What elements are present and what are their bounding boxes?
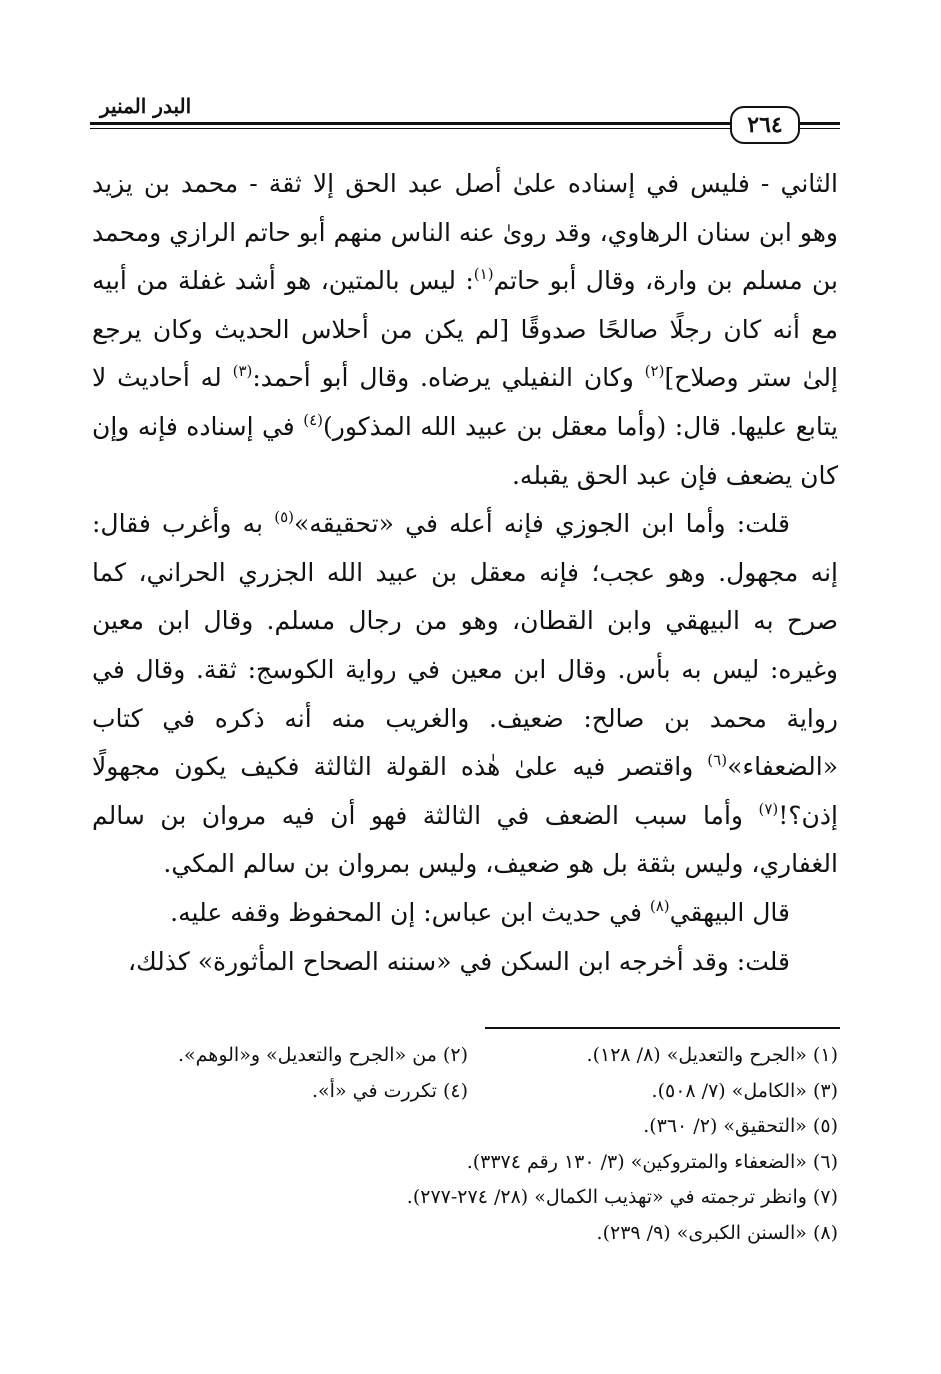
paragraph-4 bbox=[92, 938, 838, 987]
footnote-separator bbox=[485, 1027, 840, 1029]
running-title: البدر المنير bbox=[100, 94, 192, 118]
footnote-marker: (٢) bbox=[644, 362, 665, 381]
footnote-6: (٦) «الضعفاء والمتروكين» (٣/ ١٣٠ رقم ٣٣٧٤). bbox=[466, 1150, 838, 1173]
paragraph-2 bbox=[92, 500, 838, 889]
text-run: له أحاديث لا يتابع عليها. قال: (وأما معقل بن عبيد الله المذكور) bbox=[92, 363, 839, 441]
header-rule bbox=[90, 122, 730, 125]
page-number: ٢٦٤ bbox=[730, 106, 800, 144]
text-run: : ليس بالمتين، هو أشد غفلة من أبيه مع أنه كان رجلًا صالحًا صدوقًا [لم يكن من أحلاس الحديث وكان يرجع إلىٰ ستر وصلاح] bbox=[92, 266, 838, 393]
text-run: قال البيهقي bbox=[669, 897, 790, 927]
text-run: قلت: وقد أخرجه ابن السكن في «سننه الصحاح المأثورة» كذلك، bbox=[128, 946, 790, 976]
text-run: به وأغرب فقال: إنه مجهول. وهو عجب؛ فإنه معقل بن عبيد الله الجزري الحراني، كما صرح به البيهقي وابن القطان، وهو من رجال مسلم. وقال ابن معين وغيره: ليس به بأس. وقال ابن معين في رواية الكوسج: ثقة. وقال في رواية محمد بن صالح: ضعيف. والغريب منه أنه ذكره في كتاب «الضعفاء» bbox=[92, 509, 838, 782]
header-rule-thin bbox=[90, 128, 730, 129]
header-rule-right-thin bbox=[798, 128, 840, 129]
text-run: قلت: وأما ابن الجوزي فإنه أعله في «تحقيقه» bbox=[293, 509, 790, 539]
footnote-marker: (٣) bbox=[232, 362, 253, 381]
footnote-1: (١) «الجرح والتعديل» (٨/ ١٢٨). bbox=[586, 1044, 838, 1066]
footnotes bbox=[92, 1038, 838, 1251]
footnote-row bbox=[92, 1038, 838, 1074]
footnote-8: (٨) «السنن الكبرى» (٩/ ٢٣٩). bbox=[596, 1221, 838, 1244]
header-rule-right bbox=[798, 122, 840, 125]
footnote-marker: (٧) bbox=[758, 799, 779, 818]
paragraph-3 bbox=[92, 889, 838, 938]
text-run: الثاني - فليس في إسناده علىٰ أصل عبد الحق إلا ثقة - محمد بن يزيد وهو ابن سنان الرهاوي، وقد روىٰ عنه الناس منهم أبو حاتم الرازي ومحمد بن مسلم بن وارة، وقال أبو حاتم bbox=[92, 169, 838, 296]
footnote-marker: (٤) bbox=[303, 410, 324, 429]
footnote-4: (٤) تكررت في «أ». bbox=[312, 1079, 468, 1102]
footnote-row bbox=[92, 1180, 838, 1216]
text-run: وأما سبب الضعف في الثالثة فهو أن فيه مروان بن سالم الغفاري، وليس بثقة بل هو ضعيف، وليس بمروان بن سالم المكي. bbox=[92, 800, 838, 879]
footnote-marker: (٥) bbox=[274, 508, 294, 527]
text-run: في إسناده فإنه وإن كان يضعف فإن عبد الحق يقبله. bbox=[92, 411, 838, 490]
text-run: واقتصر فيه علىٰ هٰذه القولة الثالثة فكيف يكون مجهولًا إذن؟! bbox=[92, 752, 838, 830]
footnote-2: (٢) من «الجرح والتعديل» و«الوهم». bbox=[178, 1044, 468, 1066]
paragraph-1 bbox=[92, 160, 838, 500]
footnote-row bbox=[92, 1216, 838, 1252]
footnote-marker: (٨) bbox=[649, 896, 670, 915]
main-text bbox=[92, 160, 838, 986]
text-run: في حديث ابن عباس: إن المحفوظ وقفه عليه. bbox=[170, 897, 650, 927]
footnote-marker: (١) bbox=[473, 265, 494, 284]
footnote-row bbox=[92, 1109, 838, 1145]
footnote-7: (٧) وانظر ترجمته في «تهذيب الكمال» (٢٨/ ٢٧٤-٢٧٧). bbox=[406, 1186, 838, 1208]
footnote-5: (٥) «التحقيق» (٢/ ٣٦٠). bbox=[643, 1115, 838, 1137]
footnote-3: (٣) «الكامل» (٧/ ٥٠٨). bbox=[651, 1079, 838, 1102]
footnote-row bbox=[92, 1074, 838, 1110]
text-run: وكان النفيلي يرضاه. وقال أبو أحمد: bbox=[252, 363, 645, 393]
page-header bbox=[90, 92, 840, 142]
footnote-row bbox=[92, 1145, 838, 1181]
footnote-marker: (٦) bbox=[707, 751, 728, 770]
